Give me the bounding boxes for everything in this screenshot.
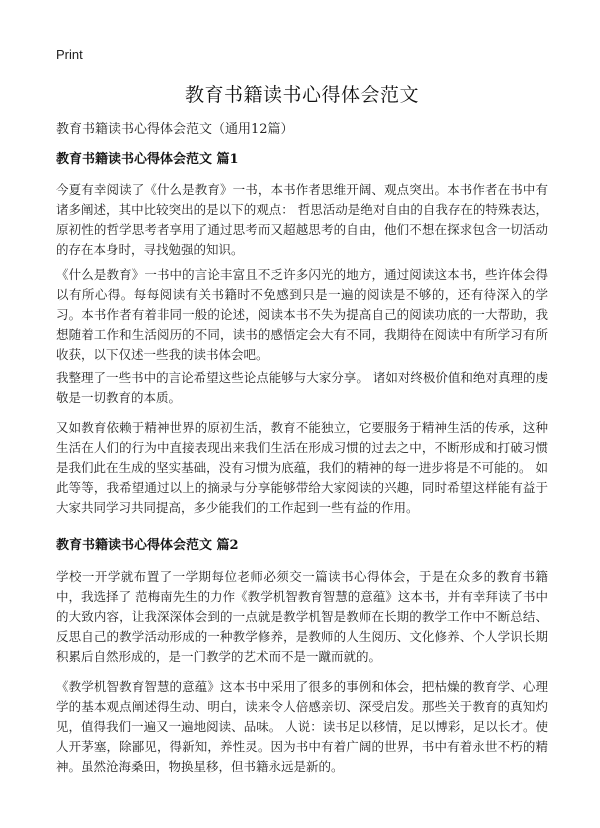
section-2-paragraph-2: 《教学机智教育智慧的意蕴》这本书中采用了很多的事例和体会，把枯燥的教育学、心理学的基本观点阐述得生动、明白，读来令人倍感亲切、深受启发。那些关于教育的真知灼见，值得我们一遍又一遍地阅读、品味。 人说：读书足以移情，足以博彩，足以长才。使人开茅塞，除鄙见，得新知，养性灵。因为书中有着广阔的世界，书中有着永世不朽的精神。虽然沧海桑田，物换星移，但书籍永远是新的。 bbox=[56, 679, 548, 774]
section-1-paragraph-2: 《什么是教育》一书中的言论丰富且不乏许多闪光的地方，通过阅读这本书，些许体会得以有所心得。每每阅读有关书籍时不免感到只是一遍的阅读是不够的，还有待深入的学习。本书作者有着非同一般的论述，阅读本书不失为提高自己的阅读功底的一大帮助，我想随着工作和生活阅历的不同，读书的感悟定会大有不同，我期待在阅读中有所学习有所收获，以下仅述一些我的读书体会吧。 bbox=[56, 267, 548, 362]
section-1-paragraph-3: 我整理了一些书中的言论希望这些论点能够与大家分享。 诸如对终极价值和绝对真理的虔敬是一切教育的本质。 bbox=[56, 370, 548, 405]
document-title: 教育书籍读书心得体会范文 bbox=[184, 84, 419, 106]
section-heading-2: 教育书籍读书心得体会范文 篇2 bbox=[56, 538, 239, 553]
section-heading-1: 教育书籍读书心得体会范文 篇1 bbox=[56, 152, 239, 167]
section-2-paragraph-1: 学校一开学就布置了一学期每位老师必须交一篇读书心得体会，于是在众多的教育书籍中，我选择了 范梅南先生的力作《教学机智教育智慧的意蕴》这本书，并有幸拜读了书中的大致内容，让我深深体会到的一点就是教学机智是教师在长期的教学工作中不断总结、反思自己的教学活动形成的一种教学修养，是教师的人生阅历、文化修养、个人学识长期积累后自然形成的，是一门教学的艺术而不是一蹴而就的。 bbox=[56, 569, 548, 664]
section-1-paragraph-1: 今夏有幸阅读了《什么是教育》一书，本书作者思维开阔、观点突出。本书作者在书中有诸多阐述，其中比较突出的是以下的观点： 哲思活动是绝对自由的自我存在的特殊表达，原初性的哲学思考者享用了通过思考而又超越思考的自由，他们不想在探求包含一切活动的存在本身时，寻找勉强的知识。 bbox=[56, 182, 548, 257]
print-link[interactable]: Print bbox=[56, 47, 83, 62]
section-1-paragraph-4: 又如教育依赖于精神世界的原初生活，教育不能独立，它要服务于精神生活的传承，这种生活在人们的行为中直接表现出来我们生活在形成习惯的过去之中，不断形成和打破习惯是我们此在生成的坚实基础，没有习惯为底蕴，我们的精神的每一进步将是不可能的。 如此等等，我希望通过以上的摘录与分享能够带给大家阅读的兴趣，同时希望这样能有益于大家共同学习共同提高，多少能我们的工作起到一些有益的作用。 bbox=[56, 420, 548, 515]
document-subtitle: 教育书籍读书心得体会范文（通用12篇） bbox=[56, 122, 294, 137]
